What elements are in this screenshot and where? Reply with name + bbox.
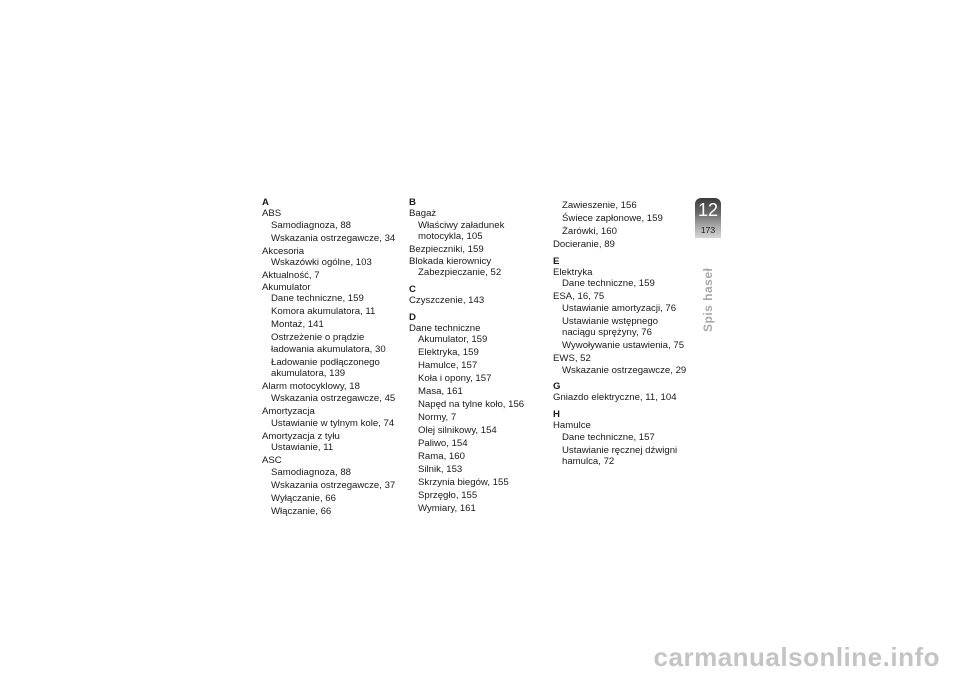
- index-subentry: Wskazania ostrzegawcze, 37: [271, 479, 396, 491]
- page-number: 173: [700, 225, 716, 235]
- index-letter: G: [553, 381, 561, 393]
- index-entry: Czyszczenie, 143: [409, 294, 485, 306]
- index-letter: B: [409, 197, 416, 208]
- index-subentry: Ustawianie w tylnym kole, 74: [271, 417, 395, 429]
- index-subentry: Masa, 161: [418, 386, 463, 398]
- index-entry: ESA, 16, 75: [553, 291, 605, 303]
- index-entry: Alarm motocyklowy, 18: [262, 381, 360, 393]
- index-subentry: Silnik, 153: [418, 463, 463, 475]
- index-subentry: Sprzęgło, 155: [418, 489, 478, 501]
- index-subentry: Ustawianie, 11: [271, 442, 334, 454]
- index-subentry: Właściwy załadunek motocykla, 105: [418, 219, 505, 243]
- index-letter: A: [262, 197, 269, 208]
- index-section: [553, 382, 688, 404]
- index-subentry: Dane techniczne, 157: [562, 431, 655, 443]
- index-entry: Bezpieczniki, 159: [409, 244, 484, 256]
- index-entry: Amortyzacja: [262, 406, 315, 418]
- index-section: [553, 257, 688, 377]
- index-subentry: Napęd na tylne koło, 156: [418, 399, 525, 411]
- index-subentry: Samodiagnoza, 88: [271, 219, 352, 231]
- index-entry: Bagaż: [409, 208, 437, 219]
- index-subentry: Montaż, 141: [271, 319, 324, 331]
- index-subentry: Wskazania ostrzegawcze, 45: [271, 393, 396, 405]
- index-entry: ABS: [262, 208, 282, 219]
- index-entry: Hamulce: [553, 420, 591, 432]
- index-subentry: Hamulce, 157: [418, 360, 478, 372]
- index-entry: EWS, 52: [553, 353, 591, 365]
- index-subentry: Ostrzeżenie o prądzie ładowania akumulatora, 30: [271, 332, 386, 355]
- index-subentry: Normy, 7: [418, 412, 457, 424]
- index-entry: Gniazdo elektryczne, 11, 104: [553, 392, 677, 404]
- index-letter: H: [553, 409, 560, 421]
- index-subentry: Olej silnikowy, 154: [418, 425, 497, 437]
- index-subentry: Świece zapłonowe, 159: [562, 212, 663, 224]
- index-subentry: Ustawianie amortyzacji, 76: [562, 302, 677, 314]
- index-subentry: Wywoływanie ustawienia, 75: [562, 340, 685, 352]
- section-side-title: Spis haseł: [701, 267, 715, 332]
- index-subentry: Koła i opony, 157: [418, 373, 492, 385]
- index-section: [409, 285, 544, 307]
- index-entry: Amortyzacja z tyłu: [262, 430, 340, 442]
- index-column-3: [553, 200, 688, 469]
- index-entry: Blokada kierownicy: [409, 255, 492, 267]
- chapter-tab: [695, 198, 721, 238]
- index-entry: Elektryka: [553, 266, 593, 278]
- index-subentry: Ładowanie podłączonego akumulatora, 139: [271, 356, 380, 380]
- index-subentry: Wymiary, 161: [418, 502, 476, 514]
- index-subentry: Rama, 160: [418, 451, 465, 462]
- index-entry: Docieranie, 89: [553, 238, 615, 250]
- watermark: carmanualsonline.info: [653, 642, 940, 672]
- index-column-1: [262, 198, 397, 519]
- index-subentry: Żarówki, 160: [562, 225, 617, 237]
- index-entry: Dane techniczne: [409, 322, 481, 334]
- index-subentry: Akumulator, 159: [418, 334, 488, 346]
- index-subentry: Paliwo, 154: [418, 438, 468, 450]
- index-section: [262, 198, 397, 517]
- index-letter: C: [409, 283, 416, 295]
- index-subentry: Zabezpieczanie, 52: [418, 267, 502, 279]
- index-letter: D: [409, 311, 416, 323]
- index-entry: ASC: [262, 455, 282, 467]
- index-subentry: Komora akumulatora, 11: [271, 306, 376, 318]
- index-subentry: Dane techniczne, 159: [562, 278, 655, 290]
- index-subentry: Samodiagnoza, 88: [271, 466, 352, 478]
- index-subentry: Ustawianie ręcznej dźwigni hamulca, 72: [562, 444, 678, 468]
- index-subentry: Dane techniczne, 159: [271, 293, 364, 305]
- index-section: [553, 410, 688, 468]
- index-subentry: Ustawianie wstępnego naciągu sprężyny, 76: [562, 315, 658, 339]
- index-subentry: Zawieszenie, 156: [562, 200, 637, 211]
- chapter-number: 12: [697, 200, 719, 220]
- index-subentry: Wskazówki ogólne, 103: [271, 257, 372, 269]
- index-subentry: Wyłączanie, 66: [271, 492, 336, 504]
- index-entry: Akumulator: [262, 281, 311, 293]
- index-entry: Akcesoria: [262, 245, 305, 257]
- index-subentry: Elektryka, 159: [418, 347, 479, 359]
- index-section: [409, 313, 544, 515]
- index-section: [553, 200, 688, 251]
- index-letter: E: [553, 255, 560, 267]
- index-subentry: Wskazanie ostrzegawcze, 29: [562, 364, 687, 376]
- index-entry: Aktualność, 7: [262, 270, 320, 282]
- index-subentry: Włączanie, 66: [271, 505, 332, 517]
- index-subentry: Wskazania ostrzegawcze, 34: [271, 232, 396, 244]
- index-subentry: Skrzynia biegów, 155: [418, 476, 509, 488]
- index-column-2: [409, 198, 544, 516]
- index-section: [409, 198, 544, 279]
